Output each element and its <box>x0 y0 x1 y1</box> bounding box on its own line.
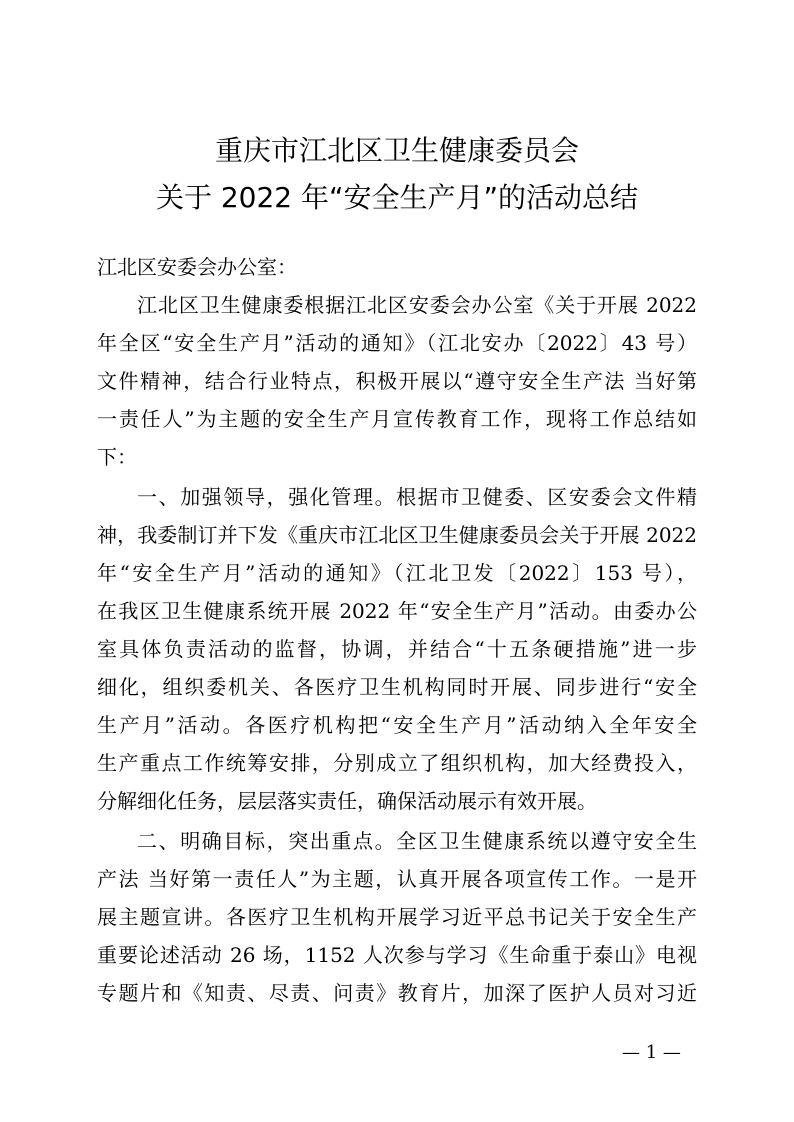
body-line: 一责任人”为主题的安全生产月宣传教育工作，现将工作总结如 <box>97 407 697 431</box>
body-line: 神，我委制订并下发《重庆市江北区卫生健康委员会关于开展 2022 <box>97 523 697 547</box>
body-line: 室具体负责活动的监督，协调，并结合“十五条硬措施”进一步 <box>97 637 697 661</box>
body-line: 细化，组织委机关、各医疗卫生机构同时开展、同步进行“安全 <box>97 675 697 699</box>
body-line: 分解细化任务，层层落实责任，确保活动展示有效开展。 <box>97 789 597 813</box>
body-line: 年“安全生产月”活动的通知》（江北卫发〔2022〕153 号）， <box>97 561 697 585</box>
body-line: 产法 当好第一责任人”为主题，认真开展各项宣传工作。一是开 <box>97 867 697 891</box>
body-line: 年全区“安全生产月”活动的通知》（江北安办〔2022〕43 号） <box>97 331 697 355</box>
body-line: 专题片和《知责、尽责、问责》教育片，加深了医护人员对习近 <box>97 981 697 1005</box>
body-line: 展主题宣讲。各医疗卫生机构开展学习近平总书记关于安全生产 <box>97 905 697 929</box>
body-line: 在我区卫生健康系统开展 2022 年“安全生产月”活动。由委办公 <box>97 599 697 623</box>
body-line: 生产重点工作统筹安排，分别成立了组织机构，加大经费投入， <box>97 751 697 775</box>
body-line: 重要论述活动 26 场，1152 人次参与学习《生命重于泰山》电视 <box>97 943 697 967</box>
body-line: 文件精神，结合行业特点，积极开展以“遵守安全生产法 当好第 <box>97 369 697 393</box>
addressee: 江北区安委会办公室： <box>97 255 297 279</box>
body-line: 一、加强领导，强化管理。根据市卫健委、区安委会文件精 <box>137 485 697 509</box>
page-number: — 1 — <box>622 1042 681 1063</box>
document-title-line-1: 重庆市江北区卫生健康委员会 <box>214 134 579 167</box>
document-title-line-2: 关于 2022 年“安全生产月”的活动总结 <box>155 181 639 214</box>
body-line: 二、明确目标，突出重点。全区卫生健康系统以遵守安全生 <box>137 829 697 853</box>
body-line: 江北区卫生健康委根据江北区安委会办公室《关于开展 2022 <box>137 293 697 317</box>
body-line: 下： <box>97 445 137 469</box>
body-line: 生产月”活动。各医疗机构把“安全生产月”活动纳入全年安全 <box>97 713 697 737</box>
